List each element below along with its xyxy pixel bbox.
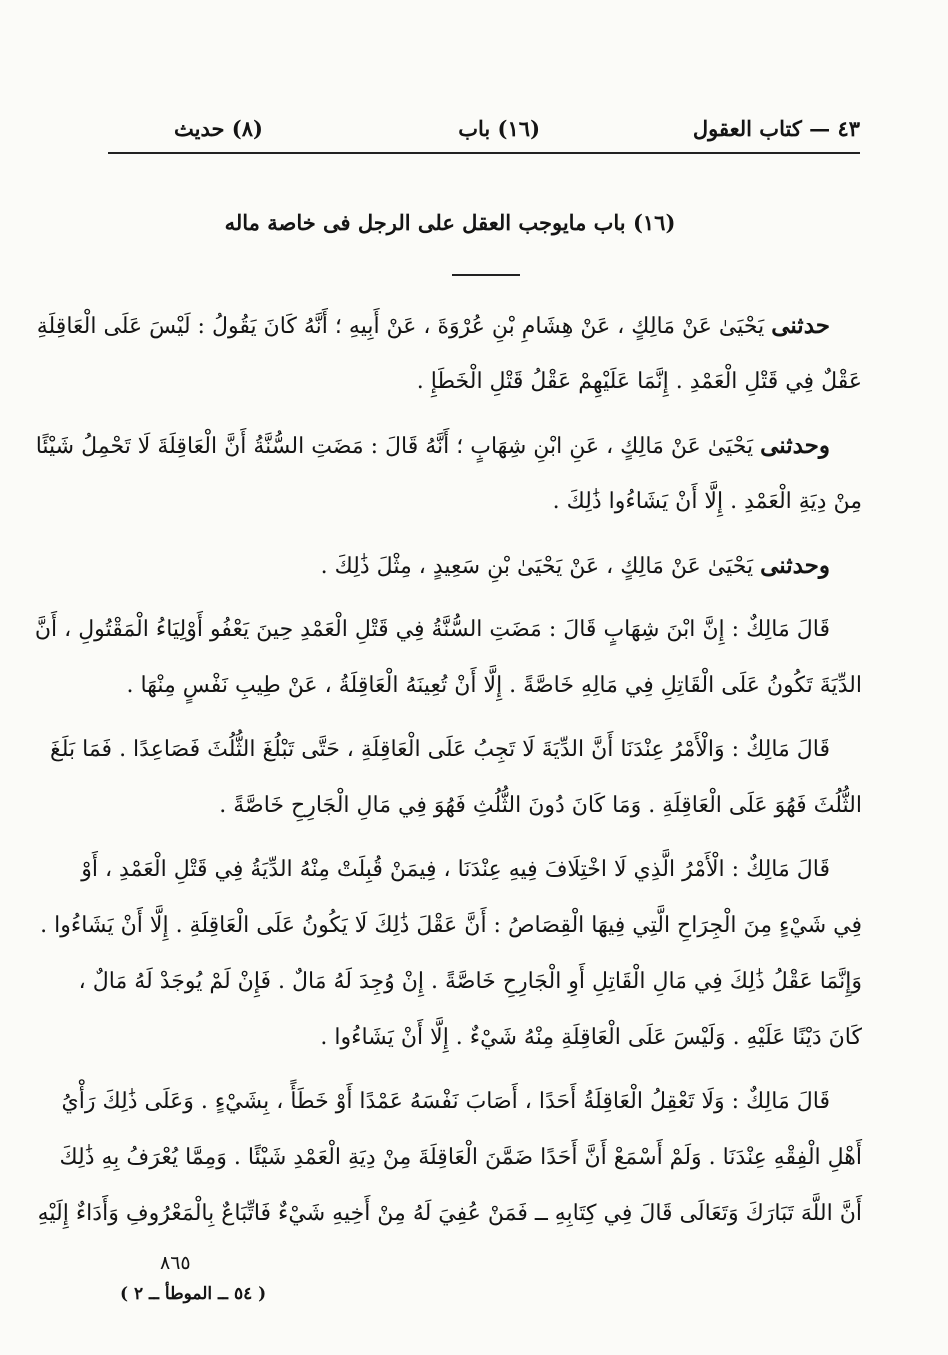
header-chapter-number: (١٦) باب <box>458 116 540 141</box>
header-book-title: ٤٣ — كتاب العقول <box>692 116 860 141</box>
line-text: يَحْيَىٰ عَنْ مَالِكٍ ، عَنْ يَحْيَىٰ بْنِ سَعِيدٍ ، مِثْلَ ذَٰلِكَ . <box>320 554 761 579</box>
line-text: أَهْلِ الْفِقْهِ عِنْدَنَا . وَلَمْ أَسْمَعْ أَنَّ أَحَدًا ضَمَّنَ الْعَاقِلَةَ مِنْ دِيَةِ الْعَمْدِ شَيْئًا . وَمِمَّا يُعْرَفُ بِهِ ذَٰلِكَ <box>59 1145 862 1170</box>
text-line <box>78 954 862 1010</box>
paragraph <box>50 722 862 834</box>
title-divider <box>452 274 520 276</box>
paragraph <box>34 602 862 714</box>
line-text: قَالَ مَالِكٌ : الْأَمْرُ الَّذِي لَا اخْتِلَافَ فِيهِ عِنْدَنَا ، فِيمَنْ قُبِلَتْ مِنْهُ الدِّيَةُ فِي قَتْلِ الْعَمْدِ ، أَوْ <box>81 857 830 882</box>
paragraph-gap <box>110 410 862 418</box>
line-text: الدِّيَةَ تَكُونُ عَلَى الْقَاتِلِ فِي مَالِهِ خَاصَّةً . إِلَّا أَنْ تُعِينَهُ الْعَاقِلَةُ ، عَنْ طِيبِ نَفْسٍ مِنْهَا . <box>126 673 862 698</box>
text-line <box>110 474 862 530</box>
paragraph-gap <box>110 834 862 842</box>
line-text: فِي شَيْءٍ مِنَ الْجِرَاحِ الَّتِي فِيهَا الْقِصَاصُ : أَنَّ عَقْلَ ذَٰلِكَ لَا يَكُونُ عَلَى الْعَاقِلَةِ . إِلَّا أَنْ يَشَاءُوا . <box>40 913 862 938</box>
header-hadith-count: (٨) حديث <box>174 116 263 141</box>
page-number: ٨٦٥ <box>160 1252 191 1274</box>
text-line <box>110 538 862 594</box>
line-text: مِنْ دِيَةِ الْعَمْدِ . إِلَّا أَنْ يَشَاءُوا ذَٰلِكَ . <box>552 489 862 514</box>
line-text: قَالَ مَالِكٌ : وَالْأَمْرُ عِنْدَنَا أَنَّ الدِّيَةَ لَا تَجِبُ عَلَى الْعَاقِلَةِ ، حَتَّى تَبْلُغَ الثُّلُثَ فَصَاعِدًا . فَمَا بَلَغَ <box>50 737 830 762</box>
paragraph <box>110 538 862 594</box>
chapter-title: (١٦) باب مايوجب العقل على الرجل فى خاصة ماله <box>224 210 676 235</box>
line-text: وَإِنَّمَا عَقْلُ ذَٰلِكَ فِي مَالِ الْقَاتِلِ أَوِ الْجَارِحِ خَاصَّةً . إِنْ وُجِدَ لَهُ مَالٌ . فَإِنْ لَمْ يُوجَدْ لَهُ مَالٌ ، <box>78 969 862 994</box>
text-line <box>110 354 862 410</box>
text-line <box>37 1186 862 1242</box>
paragraph-gap <box>110 1066 862 1074</box>
running-header <box>110 110 860 154</box>
line-text: قَالَ مَالِكٌ : إِنَّ ابْنَ شِهَابٍ قَالَ : مَضَتِ السُّنَّةُ فِي قَتْلِ الْعَمْدِ حِينَ يَعْفُو أَوْلِيَاءُ الْمَقْتُولِ ، أَنَّ <box>34 617 830 642</box>
text-line <box>34 602 862 658</box>
text-line <box>110 1010 862 1066</box>
line-text: أَنَّ اللَّهَ تَبَارَكَ وَتَعَالَى قَالَ فِي كِتَابِهِ ــ فَمَنْ عُفِيَ لَهُ مِنْ أَخِيهِ شَيْءٌ فَاتِّبَاعٌ بِالْمَعْرُوفِ وَأَدَاءٌ إِلَيْهِ <box>37 1201 862 1226</box>
line-text: كَانَ دَيْنًا عَلَيْهِ . وَلَيْسَ عَلَى الْعَاقِلَةِ مِنْهُ شَيْءٌ . إِلَّا أَنْ يَشَاءُوا . <box>320 1025 862 1050</box>
paragraph <box>40 842 862 1066</box>
text-line <box>50 722 862 778</box>
text-line <box>59 1130 862 1186</box>
text-line <box>35 418 862 474</box>
paragraph-gap <box>110 714 862 722</box>
paragraph <box>35 418 862 530</box>
lead-word: حدثنى <box>771 312 830 339</box>
text-line <box>110 658 862 714</box>
header-divider <box>108 152 860 154</box>
paragraph <box>36 298 862 410</box>
text-line <box>36 298 862 354</box>
text-line <box>110 778 862 834</box>
line-text: عَقْلٌ فِي قَتْلِ الْعَمْدِ . إِنَّمَا عَلَيْهِمْ عَقْلُ قَتْلِ الْخَطَإِ . <box>416 369 862 394</box>
line-text: يَحْيَىٰ عَنْ مَالِكٍ ، عَنْ هِشَامِ بْنِ عُرْوَةَ ، عَنْ أَبِيهِ ؛ أَنَّهُ كَانَ يَقُولُ : لَيْسَ عَلَى الْعَاقِلَةِ <box>36 314 772 339</box>
line-text: يَحْيَىٰ عَنْ مَالِكٍ ، عَنِ ابْنِ شِهَابٍ ؛ أَنَّهُ قَالَ : مَضَتِ السُّنَّةُ أَنَّ الْعَاقِلَةَ لَا تَحْمِلُ شَيْئًا <box>35 434 761 459</box>
paragraph-gap <box>110 594 862 602</box>
text-line <box>40 898 862 954</box>
body-text <box>34 298 862 1242</box>
lead-word: وحدثنى <box>760 432 830 459</box>
line-text: الثُّلُثَ فَهُوَ عَلَى الْعَاقِلَةِ . وَمَا كَانَ دُونَ الثُّلُثِ فَهُوَ فِي مَالِ الْجَارِحِ خَاصَّةً . <box>219 793 862 818</box>
text-line <box>61 1074 862 1130</box>
paragraph <box>37 1074 862 1242</box>
paragraph-gap <box>110 530 862 538</box>
line-text: قَالَ مَالِكٌ : وَلَا تَعْقِلُ الْعَاقِلَةُ أَحَدًا ، أَصَابَ نَفْسَهُ عَمْدًا أَوْ خَطَأً ، بِشَيْءٍ . وَعَلَى ذَٰلِكَ رَأْيُ <box>61 1089 830 1114</box>
lead-word: وحدثنى <box>760 552 830 579</box>
signature-mark: ( ٥٤ ــ الموطأ ــ ٢ ) <box>120 1284 267 1304</box>
text-line <box>81 842 862 898</box>
